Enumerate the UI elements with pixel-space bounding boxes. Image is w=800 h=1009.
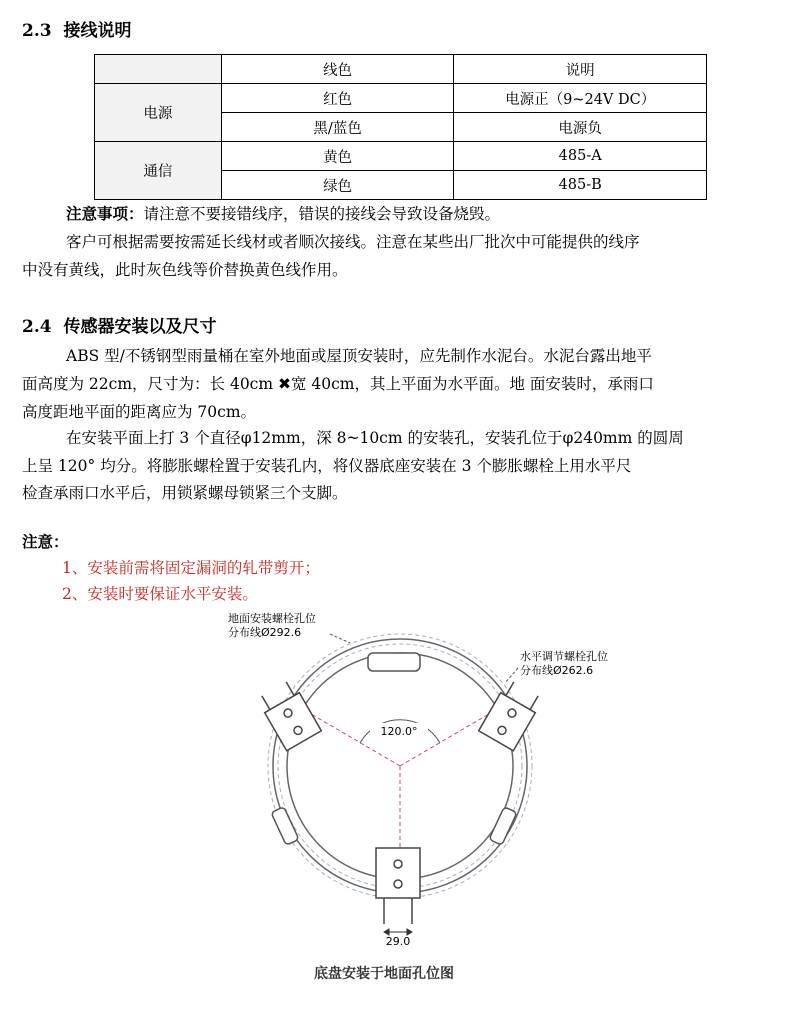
notice-item-2: 2、安装时要保证水平安装。 [62,585,258,603]
table-header-row [95,55,707,84]
section-2-4-heading [22,312,217,337]
section-2-3-heading [22,16,132,41]
note-label: 注意事项： [66,204,144,223]
top-handle [368,653,420,671]
notice-item-1: 1、安装前需将固定漏洞的轧带剪开； [62,559,320,577]
leader-right [505,668,518,683]
table-cell-desc: 485-A [454,142,707,171]
table-corner-cell [95,55,222,84]
note-text: 请注意不要接错线序，错误的接线会导致设备烧毁。 [143,205,501,223]
table-group-power: 电源 [95,84,222,142]
notice-title: 注意： [22,532,69,551]
install-para-2-line-3: 检查承雨口水平后，用锁紧螺母锁紧三个支脚。 [22,484,348,502]
section-number: 2.3 [22,21,52,41]
diagram-caption: 底盘安装于地面孔位图 [314,966,454,982]
table-cell-desc: 485-B [454,171,707,200]
table-cell-desc: 电源负 [454,113,707,142]
table-cell-color: 绿色 [221,171,454,200]
label-level-bolt-1: 水平调节螺栓孔位 [520,650,608,663]
wiring-table [94,54,707,200]
extension-note-line-1: 客户可根据需要按需延长线材或者顺次接线。注意在某些出厂批次中可能提供的线序 [66,233,640,251]
label-ground-bolt-1: 地面安装螺栓孔位 [228,612,316,625]
table-cell-color: 黄色 [221,142,454,171]
table-header-desc: 说明 [454,55,707,84]
base-plate-diagram [210,608,660,950]
right-bracket [479,679,544,751]
extension-note-line-2: 中没有黄线，此时灰色线等价替换黄色线作用。 [22,261,348,279]
install-para-1-line-3: 高度距地平面的距离应为 70cm。 [22,403,257,421]
section-number: 2.4 [22,317,52,337]
left-bracket [257,679,322,751]
table-cell-desc: 电源正（9~24V DC） [454,84,707,113]
table-cell-color: 红色 [221,84,454,113]
table-cell-color: 黑/蓝色 [221,113,454,142]
section-title: 传感器安装以及尺寸 [63,317,217,337]
install-para-1-line-2: 面高度为 22cm，尺寸为：长 40cm ✖宽 40cm，其上平面为水平面。地 面安装时，承雨口 [22,375,654,393]
section-title: 接线说明 [63,21,132,41]
table-row [95,84,707,113]
table-header-color: 线色 [221,55,454,84]
label-ground-bolt-2: 分布线Ø292.6 [228,626,302,639]
table-group-comm: 通信 [95,142,222,200]
install-para-2-line-1: 在安装平面上打 3 个直径φ12mm，深 8~10cm 的安装孔，安装孔位于φ240mm 的圆周 [66,429,684,447]
install-para-2-line-2: 上呈 120° 均分。将膨胀螺栓置于安装孔内，将仪器底座安装在 3 个膨胀螺栓上用水平尺 [22,457,632,475]
angle-label: 120.0° [380,725,418,738]
left-slot [271,807,299,846]
install-para-1-line-1: ABS 型/不锈钢型雨量桶在室外地面或屋顶安装时，应先制作水泥台。水泥台露出地平 [66,347,652,365]
table-row [95,142,707,171]
leader-left [330,634,350,643]
dimension-label: 29.0 [385,935,411,948]
label-level-bolt-2: 分布线Ø262.6 [520,664,594,677]
bottom-bracket [376,848,420,924]
wiring-note [66,199,500,229]
